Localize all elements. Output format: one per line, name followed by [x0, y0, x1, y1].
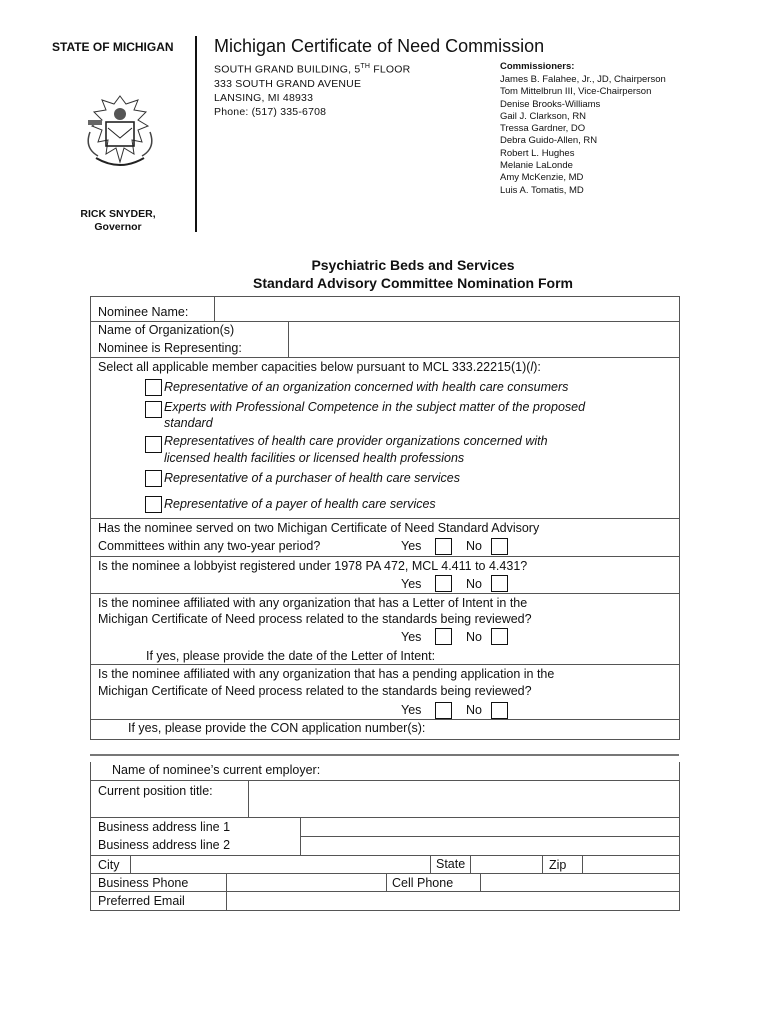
address-2-label: Business address line 2: [98, 838, 231, 852]
organization-label-1: Name of Organization(s): [98, 323, 235, 337]
commissioners-heading: Commissioners:: [500, 61, 575, 72]
business-phone-field[interactable]: [228, 875, 384, 890]
question-1-no-checkbox[interactable]: [491, 538, 508, 555]
state-field-label: State: [436, 857, 466, 871]
position-label: Current position title:: [98, 784, 213, 798]
cell-phone-field[interactable]: [482, 875, 676, 890]
commissioner: Denise Brooks-Williams: [500, 98, 601, 110]
yes-label: Yes: [401, 703, 422, 717]
commission-title: Michigan Certificate of Need Commission: [214, 36, 545, 56]
nominee-name-label: Nominee Name:: [98, 305, 189, 319]
question-2: Is the nominee a lobbyist registered under 1978 PA 472, MCL 4.411 to 4.431?: [98, 559, 528, 573]
no-label: No: [466, 539, 482, 553]
commissioners-list: [500, 74, 666, 197]
capacity-label: licensed health facilities or licensed health professions: [164, 451, 465, 465]
organization-field[interactable]: [290, 323, 676, 356]
commissioner: Luis A. Tomatis, MD: [500, 184, 584, 196]
capacity-label: Representative of an organization concerned with health care consumers: [164, 380, 569, 394]
question-3-no-checkbox[interactable]: [491, 628, 508, 645]
capacities-prompt: Select all applicable member capacities below pursuant to MCL 333.22215(1)(l):: [98, 360, 541, 374]
nominee-name-field[interactable]: [216, 298, 676, 320]
yes-label: Yes: [401, 577, 422, 591]
capacity-purchaser-checkbox[interactable]: [145, 470, 162, 487]
question-1-yes-checkbox[interactable]: [435, 538, 452, 555]
address-line-3: LANSING, MI 48933: [214, 91, 314, 104]
address-line-1: SOUTH GRAND BUILDING, 5TH FLOOR: [214, 63, 411, 76]
commissioner: Robert L. Hughes: [500, 147, 575, 159]
question-1-line-2: Committees within any two-year period?: [98, 539, 321, 553]
michigan-seal-icon: [82, 92, 158, 176]
commissioner: Gail J. Clarkson, RN: [500, 110, 587, 122]
organization-label-2: Nominee is Representing:: [98, 341, 242, 355]
question-1-line-1: Has the nominee served on two Michigan Certificate of Need Standard Advisory: [98, 521, 540, 535]
city-field[interactable]: [132, 857, 428, 872]
question-3-line-1: Is the nominee affiliated with any organization that has a Letter of Intent in the: [98, 596, 528, 610]
capacity-label: Representative of a purchaser of health care services: [164, 471, 460, 485]
commission-address: [214, 60, 410, 119]
question-3-line-2: Michigan Certificate of Need process related to the standards being reviewed?: [98, 612, 532, 626]
capacity-label: Representatives of health care provider organizations concerned with: [164, 434, 548, 448]
commissioner: Amy McKenzie, MD: [500, 172, 584, 184]
form-title-line-1: Psychiatric Beds and Services: [311, 257, 515, 273]
state-label: STATE OF MICHIGAN: [52, 40, 174, 54]
commissioner: Tressa Gardner, DO: [500, 123, 586, 135]
question-4-yes-checkbox[interactable]: [435, 702, 452, 719]
capacity-consumers-checkbox[interactable]: [145, 379, 162, 396]
capacity-label: standard: [164, 416, 213, 430]
address-1-label: Business address line 1: [98, 820, 231, 834]
governor-block: [60, 208, 176, 234]
question-2-no-checkbox[interactable]: [491, 575, 508, 592]
no-label: No: [466, 703, 482, 717]
employer-label: Name of nominee’s current employer:: [112, 763, 321, 777]
capacity-label: Experts with Professional Competence in the subject matter of the proposed: [164, 400, 586, 414]
question-4-line-1: Is the nominee affiliated with any organization that has a pending application in the: [98, 667, 555, 681]
preferred-email-field[interactable]: [228, 893, 676, 908]
question-4-no-checkbox[interactable]: [491, 702, 508, 719]
question-2-yes-checkbox[interactable]: [435, 575, 452, 592]
cell-phone-label: Cell Phone: [392, 876, 454, 890]
capacity-label: Representative of a payer of health care services: [164, 497, 436, 511]
commissioner: James B. Falahee, Jr., JD, Chairperson: [500, 74, 666, 85]
yes-label: Yes: [401, 539, 422, 553]
zip-field[interactable]: [584, 857, 676, 872]
state-field[interactable]: [472, 857, 542, 872]
capacity-providers-checkbox[interactable]: [145, 436, 162, 453]
zip-label: Zip: [549, 858, 567, 872]
commissioner: Melanie LaLonde: [500, 160, 573, 172]
business-address-2-field[interactable]: [302, 838, 676, 854]
letterhead-divider: [195, 36, 197, 232]
capacity-payer-checkbox[interactable]: [145, 496, 162, 513]
governor-title: Governor: [94, 221, 142, 233]
form-title: [0, 256, 770, 292]
commissioner: Tom Mittelbrun III, Vice-Chairperson: [500, 86, 652, 98]
business-address-1-field[interactable]: [302, 819, 676, 835]
yes-label: Yes: [401, 630, 422, 644]
question-4-followup: If yes, please provide the CON application number(s):: [128, 721, 426, 735]
governor-name: RICK SNYDER,: [80, 208, 156, 220]
question-4-line-2: Michigan Certificate of Need process related to the standards being reviewed?: [98, 684, 532, 698]
preferred-email-label: Preferred Email: [98, 894, 185, 908]
no-label: No: [466, 577, 482, 591]
phone-line: Phone: (517) 335-6708: [214, 105, 327, 118]
business-phone-label: Business Phone: [98, 876, 189, 890]
form-title-line-2: Standard Advisory Committee Nomination Form: [253, 275, 573, 291]
address-line-2: 333 SOUTH GRAND AVENUE: [214, 77, 362, 90]
question-3-followup: If yes, please provide the date of the Letter of Intent:: [146, 649, 436, 663]
capacity-experts-checkbox[interactable]: [145, 401, 162, 418]
no-label: No: [466, 630, 482, 644]
commissioner: Debra Guido-Allen, RN: [500, 135, 598, 147]
position-field[interactable]: [250, 782, 676, 816]
question-3-yes-checkbox[interactable]: [435, 628, 452, 645]
city-label: City: [98, 858, 120, 872]
